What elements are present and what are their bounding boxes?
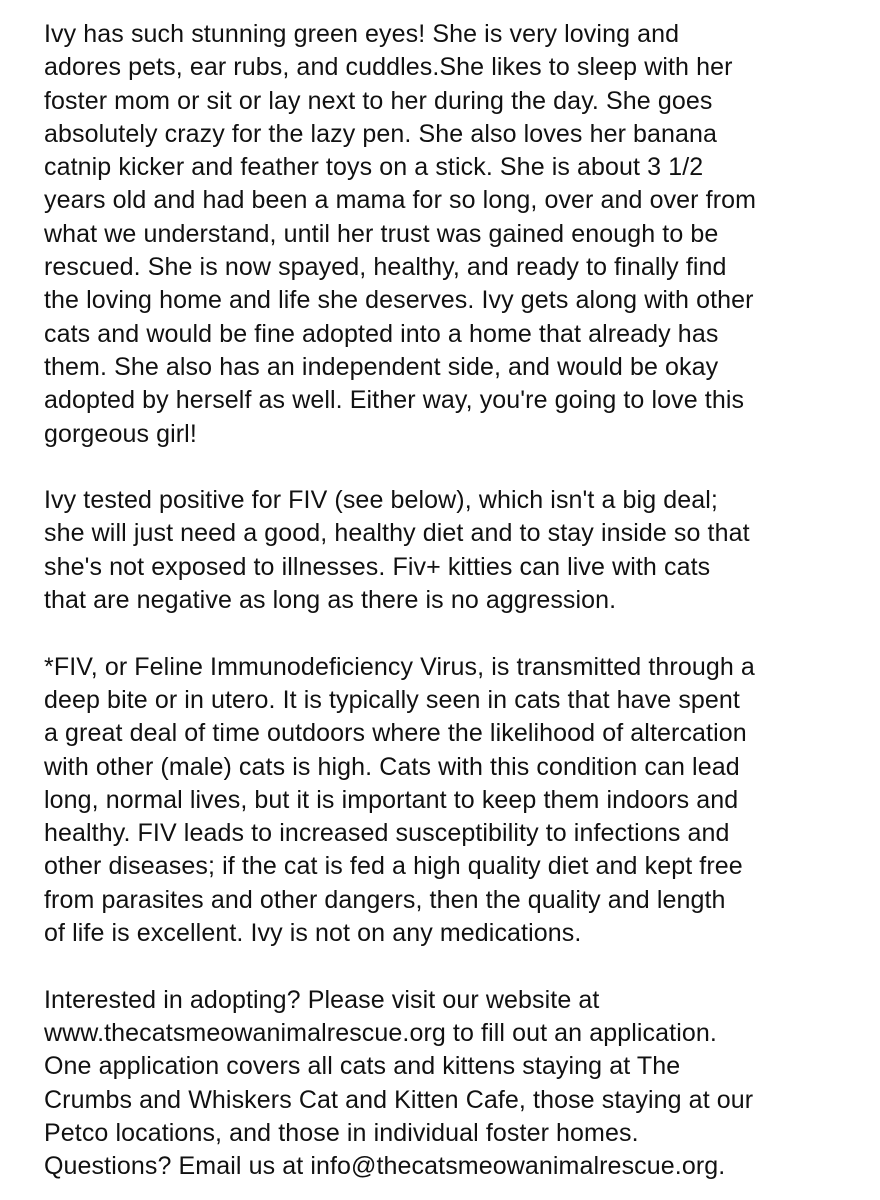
paragraph-fiv-explanation: *FIV, or Feline Immunodeficiency Virus, is transmitted through a deep bite or in utero. It is typically seen in cats that have spent a great deal of time outdoors where the likelihood of altercation with other (male) cats is high. Cats with this condition can lead long, normal lives, but it is important to keep them indoors and healthy. FIV leads to increased susceptibility to infections and other diseases; if the cat is fed a high quality diet and kept free from parasites and other dangers, then the quality and length of life is excellent. Ivy is not on any medications. bbox=[44, 652, 755, 948]
paragraph-fiv-status: Ivy tested positive for FIV (see below), which isn't a big deal; she will just need a good, healthy diet and to stay inside so that she's not exposed to illnesses. Fiv+ kitties can live with cats that are negative as long as there is no aggression. bbox=[44, 486, 750, 615]
paragraph-adoption-info: Interested in adopting? Please visit our website at www.thecatsmeowanimalrescue.org to fill out an application. One application covers all cats and kittens staying at The Crumbs and Whiskers Cat and Kitten Cafe, those staying at our Petco locations, and those in individual foster homes. Questions? Email us at info@thecatsmeowanimalrescue.org. bbox=[44, 985, 754, 1181]
paragraph-ivy-description: Ivy has such stunning green eyes! She is very loving and adores pets, ear rubs, and cuddles.She likes to sleep with her foster mom or sit or lay next to her during the day. She goes absolutely crazy for the lazy pen. She also loves her banana catnip kicker and feather toys on a stick. She is about 3 1/2 years old and had been a mama for so long, over and over from what we understand, until her trust was gained enough to be rescued. She is now spayed, healthy, and ready to finally find the loving home and life she deserves. Ivy gets along with other cats and would be fine adopted into a home that already has them. She also has an independent side, and would be okay adopted by herself as well. Either way, you're going to love this gorgeous girl! bbox=[44, 20, 757, 448]
document-body bbox=[44, 18, 844, 1183]
